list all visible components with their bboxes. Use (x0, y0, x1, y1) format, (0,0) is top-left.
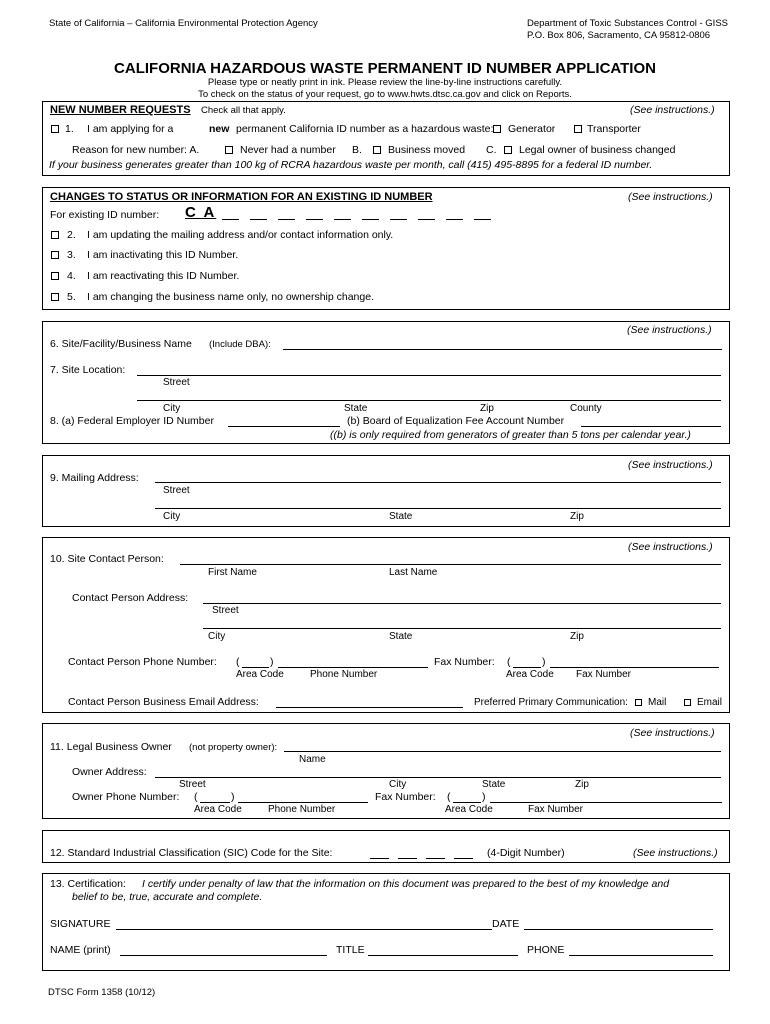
owner-phone-field[interactable] (238, 802, 368, 803)
item5-text: I am changing the business name only, no ownership change. (87, 291, 374, 303)
contact-fax-paren-open: ( (507, 656, 511, 668)
site-city-caption: City (163, 403, 181, 414)
contact-fax-paren-close: ) (542, 656, 546, 668)
first-name-caption: First Name (208, 567, 257, 578)
owner-name-caption: Name (299, 754, 326, 765)
title-field[interactable] (368, 955, 518, 956)
item2-checkbox[interactable] (51, 231, 59, 239)
existing-id-label: For existing ID number: (50, 209, 160, 221)
contact-phone-paren-open: ( (236, 656, 240, 668)
mailing-city-field[interactable] (155, 508, 721, 509)
id-digit-6[interactable] (362, 219, 379, 220)
contact-phone-caption: Phone Number (310, 669, 378, 680)
fein-field[interactable] (228, 426, 340, 427)
see-instructions-1: (See instructions.) (630, 104, 715, 116)
site-county-caption: County (570, 403, 602, 414)
site-name-field[interactable] (283, 349, 722, 350)
owner-fax-paren-open: ( (447, 791, 451, 803)
item4-number: 4. (67, 270, 76, 282)
see-instructions-7: (See instructions.) (633, 847, 718, 859)
item2-text: I am updating the mailing address and/or contact information only. (87, 229, 394, 241)
owner-address-field[interactable] (155, 777, 721, 778)
item1-text-a: I am applying for a (87, 123, 174, 135)
contact-phone-paren-close: ) (270, 656, 274, 668)
reason-label: Reason for new number: A. (72, 144, 200, 156)
cert-label: 13. Certification: (50, 878, 126, 890)
contact-email-label: Contact Person Business Email Address: (68, 696, 259, 708)
sic-note: (4-Digit Number) (487, 847, 565, 859)
owner-name-field[interactable] (284, 751, 721, 752)
item1-number: 1. (65, 123, 74, 135)
reason-c-label: Legal owner of business changed (519, 144, 676, 156)
item5-checkbox[interactable] (51, 293, 59, 301)
owner-street-caption: Street (179, 779, 206, 790)
item1-text-c: permanent California ID number as a hazardous waste: (236, 123, 494, 135)
cert-text-2: belief to be, true, accurate and complete. (72, 891, 263, 903)
site-name-label: 6. Site/Facility/Business Name (50, 338, 192, 350)
department-address: P.O. Box 806, Sacramento, CA 95812-0806 (527, 30, 711, 41)
contact-city-field[interactable] (203, 628, 721, 629)
id-digit-3[interactable] (278, 219, 295, 220)
instructions-line-2: To check on the status of your request, go to www.hwts.dtsc.ca.gov and click on Reports. (198, 89, 572, 100)
contact-street-caption: Street (212, 605, 239, 616)
pref-mail-label: Mail (648, 697, 667, 708)
contact-fax-label: Fax Number: (434, 656, 495, 668)
site-zip-caption: Zip (480, 403, 494, 414)
contact-fax-area-caption: Area Code (506, 669, 554, 680)
mailing-state-caption: State (389, 511, 413, 522)
item3-checkbox[interactable] (51, 251, 59, 259)
form-number: DTSC Form 1358 (10/12) (48, 987, 156, 998)
owner-fax-caption: Fax Number (528, 804, 584, 815)
owner-city-caption: City (389, 779, 407, 790)
reason-a-label: Never had a number (240, 144, 336, 156)
reason-c-checkbox[interactable] (504, 146, 512, 154)
signature-label: SIGNATURE (50, 918, 111, 930)
owner-phone-label: Owner Phone Number: (72, 791, 180, 803)
contact-zip-caption: Zip (570, 631, 584, 642)
site-location-label: 7. Site Location: (50, 364, 126, 376)
owner-fax-field[interactable] (490, 802, 722, 803)
sic-digit-4[interactable] (454, 858, 473, 859)
owner-area-code-field[interactable] (200, 802, 230, 803)
generator-checkbox[interactable] (493, 125, 501, 133)
reason-b-checkbox[interactable] (373, 146, 381, 154)
id-digit-1[interactable] (222, 219, 239, 220)
owner-phone-paren-open: ( (194, 791, 198, 803)
transporter-label: Transporter (587, 123, 641, 135)
site-name-note: (Include DBA): (209, 339, 271, 350)
fein-label: 8. (a) Federal Employer ID Number (50, 415, 214, 427)
boe-field[interactable] (581, 426, 721, 427)
phone-field[interactable] (569, 955, 713, 956)
reason-c-prefix: C. (486, 144, 497, 156)
contact-state-caption: State (389, 631, 413, 642)
contact-name-field[interactable] (180, 564, 721, 565)
transporter-checkbox[interactable] (574, 125, 582, 133)
contact-area-code-caption: Area Code (236, 669, 284, 680)
cert-text-1: I certify under penalty of law that the information on this document was prepared to the best of my knowledge and (142, 878, 670, 890)
see-instructions-6: (See instructions.) (630, 727, 715, 739)
see-instructions-4: (See instructions.) (628, 459, 713, 471)
mailing-label: 9. Mailing Address: (50, 472, 139, 484)
check-all-note: Check all that apply. (201, 105, 286, 116)
reason-b-prefix: B. (352, 144, 362, 156)
agency-name: State of California – California Environmental Protection Agency (49, 18, 318, 29)
mailing-street-caption: Street (163, 485, 190, 496)
site-state-caption: State (344, 403, 368, 414)
sic-digit-2[interactable] (398, 858, 417, 859)
item4-text: I am reactivating this ID Number. (87, 270, 240, 282)
owner-label: 11. Legal Business Owner (50, 741, 172, 753)
sic-digit-3[interactable] (426, 858, 445, 859)
contact-fax-area-field[interactable] (513, 667, 541, 668)
instructions-line-1: Please type or neatly print in ink. Please review the line-by-line instructions carefully. (207, 77, 563, 88)
name-print-label: NAME (print) (50, 944, 111, 956)
contact-fax-field[interactable] (550, 667, 719, 668)
item4-checkbox[interactable] (51, 272, 59, 280)
contact-phone-field[interactable] (278, 667, 428, 668)
date-field[interactable] (524, 929, 713, 930)
owner-note: (not property owner): (189, 742, 278, 753)
boe-label: (b) Board of Equalization Fee Account Number (347, 415, 565, 427)
boe-note: ((b) is only required from generators of greater than 5 tons per calendar year.) (330, 429, 691, 441)
new-requests-heading: NEW NUMBER REQUESTS (50, 104, 191, 116)
mailing-city-caption: City (163, 511, 181, 522)
id-digit-7[interactable] (390, 219, 407, 220)
phone-label: PHONE (527, 944, 565, 956)
mailing-zip-caption: Zip (570, 511, 584, 522)
owner-zip-caption: Zip (575, 779, 589, 790)
reason-a-checkbox[interactable] (225, 146, 233, 154)
sic-digit-1[interactable] (370, 858, 389, 859)
contact-person-label: 10. Site Contact Person: (50, 553, 164, 565)
see-instructions-3: (See instructions.) (627, 324, 712, 336)
see-instructions-5: (See instructions.) (628, 541, 713, 553)
item3-number: 3. (67, 249, 76, 261)
date-label: DATE (492, 918, 520, 930)
pref-email-checkbox[interactable] (684, 699, 691, 706)
id-digit-5[interactable] (334, 219, 351, 220)
owner-state-caption: State (482, 779, 506, 790)
see-instructions-2: (See instructions.) (628, 191, 713, 203)
item1-checkbox[interactable] (51, 125, 59, 133)
id-digit-9[interactable] (446, 219, 463, 220)
id-prefix: C A (185, 204, 217, 221)
id-digit-10[interactable] (474, 219, 491, 220)
contact-city-caption: City (208, 631, 226, 642)
id-digit-4[interactable] (306, 219, 323, 220)
generator-label: Generator (508, 123, 556, 135)
item5-number: 5. (67, 291, 76, 303)
item3-text: I am inactivating this ID Number. (87, 249, 239, 261)
sic-label: 12. Standard Industrial Classification (SIC) Code for the Site: (50, 847, 333, 859)
department-name: Department of Toxic Substances Control - GISS (527, 18, 728, 29)
item1-text-new: new (209, 123, 230, 135)
signature-field[interactable] (116, 929, 492, 930)
contact-fax-caption: Fax Number (576, 669, 632, 680)
pref-mail-checkbox[interactable] (635, 699, 642, 706)
owner-phone-paren-close: ) (231, 791, 235, 803)
title-label: TITLE (336, 944, 365, 956)
mailing-section (42, 455, 730, 527)
last-name-caption: Last Name (389, 567, 438, 578)
site-street-field[interactable] (137, 375, 721, 376)
contact-phone-label: Contact Person Phone Number: (68, 656, 217, 668)
name-print-field[interactable] (120, 955, 327, 956)
owner-area-code-caption: Area Code (194, 804, 242, 815)
page-title: CALIFORNIA HAZARDOUS WASTE PERMANENT ID NUMBER APPLICATION (114, 60, 656, 77)
owner-address-label: Owner Address: (72, 766, 147, 778)
changes-heading: CHANGES TO STATUS OR INFORMATION FOR AN EXISTING ID NUMBER (50, 191, 433, 203)
owner-fax-paren-close: ) (482, 791, 486, 803)
site-city-state-field[interactable] (137, 400, 721, 401)
owner-fax-area-caption: Area Code (445, 804, 493, 815)
contact-street-field[interactable] (203, 603, 721, 604)
rcra-note: If your business generates greater than 100 kg of RCRA hazardous waste per month, call (415) 495-8895 for a federal ID number. (49, 159, 653, 171)
contact-area-code-field[interactable] (242, 667, 269, 668)
contact-email-field[interactable] (276, 707, 463, 708)
owner-fax-area-field[interactable] (453, 802, 481, 803)
pref-email-label: Email (697, 697, 723, 708)
site-street-caption: Street (163, 377, 190, 388)
preferred-comm-label: Preferred Primary Communication: (474, 697, 628, 708)
item2-number: 2. (67, 229, 76, 241)
mailing-street-field[interactable] (155, 482, 721, 483)
owner-phone-caption: Phone Number (268, 804, 336, 815)
owner-fax-label: Fax Number: (375, 791, 436, 803)
contact-address-label: Contact Person Address: (72, 592, 189, 604)
id-digit-2[interactable] (250, 219, 267, 220)
reason-b-label: Business moved (388, 144, 466, 156)
id-digit-8[interactable] (418, 219, 435, 220)
